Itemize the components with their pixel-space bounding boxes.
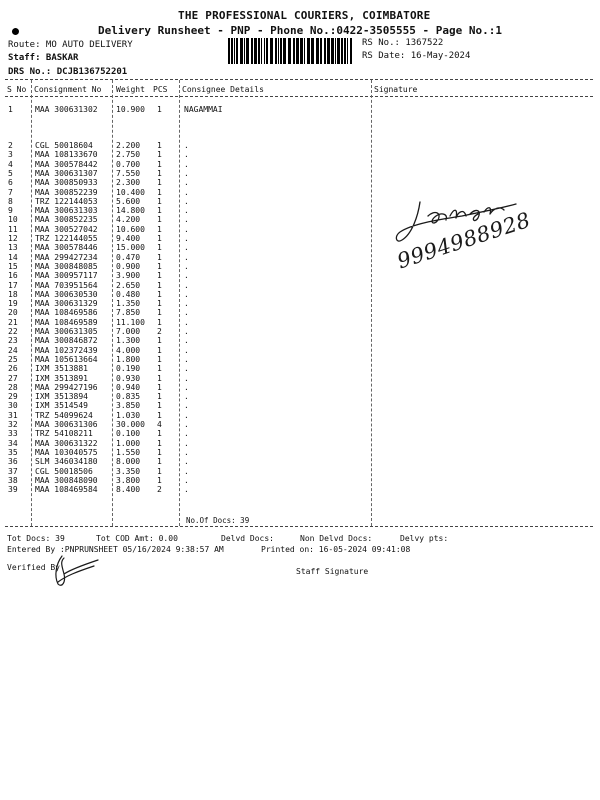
entered-by: Entered By :PNPRUNSHEET 05/16/2024 9:38:57 AM <box>7 545 224 554</box>
row-pcs: 1 <box>157 354 162 364</box>
row-sno: 22 <box>8 327 18 336</box>
row-weight: 10.400 <box>116 187 145 197</box>
row-consignment: MAA 103040575 <box>35 447 98 457</box>
row-consignee: . <box>184 410 189 420</box>
row-weight: 2.650 <box>116 280 141 290</box>
row-weight: 0.100 <box>116 429 141 439</box>
row-weight: 9.400 <box>116 234 141 243</box>
row-consignee: . <box>184 382 189 392</box>
row-pcs: 4 <box>157 420 162 429</box>
row-consignee: . <box>184 336 189 346</box>
row-pcs: 1 <box>157 299 162 309</box>
row-sno: 34 <box>8 438 18 448</box>
row-pcs: 1 <box>157 289 162 299</box>
row-consignment: MAA 300578446 <box>35 243 98 253</box>
row-weight: 11.100 <box>116 317 145 327</box>
row-sno: 3 <box>8 150 13 160</box>
row-pcs: 1 <box>157 364 162 374</box>
row-pcs: 1 <box>157 317 162 327</box>
non-delvd-docs: Non Delvd Docs: <box>300 534 373 543</box>
row-pcs: 1 <box>157 447 162 457</box>
row-consignee: . <box>184 141 189 150</box>
row-consignee: . <box>184 299 189 309</box>
row-sno: 38 <box>8 475 18 485</box>
row-weight: 10.900 <box>116 105 145 114</box>
row-consignee: . <box>184 178 189 188</box>
route-label: Route: MO AUTO DELIVERY <box>8 40 133 50</box>
row-weight: 3.900 <box>116 271 141 281</box>
row-weight: 3.350 <box>116 466 141 476</box>
row-pcs: 1 <box>157 159 162 169</box>
row-consignment: MAA 300957117 <box>35 271 98 281</box>
col-header-signature: Signature <box>374 85 418 94</box>
row-consignee: NAGAMMAI <box>184 105 223 114</box>
runsheet-subtitle: Delivery Runsheet - PNP - Phone No.:0422-3505555 - Page No.:1 <box>98 24 502 37</box>
row-weight: 2.200 <box>116 141 141 150</box>
row-pcs: 1 <box>157 187 162 197</box>
row-consignment: MAA 300852235 <box>35 215 98 225</box>
row-consignment: MAA 300631329 <box>35 299 98 309</box>
row-consignment: MAA 108469586 <box>35 308 98 318</box>
row-consignment: MAA 300631303 <box>35 206 98 216</box>
row-consignee: . <box>184 150 189 160</box>
row-consignment: MAA 300527042 <box>35 224 98 234</box>
row-pcs: 1 <box>157 308 162 318</box>
row-sno: 31 <box>8 410 18 420</box>
row-sno: 20 <box>8 308 18 318</box>
row-pcs: 1 <box>157 206 162 216</box>
row-consignment: MAA 300578442 <box>35 159 98 169</box>
row-consignee: . <box>184 373 189 383</box>
row-weight: 4.200 <box>116 215 141 225</box>
row-consignee: . <box>184 429 189 439</box>
row-weight: 1.300 <box>116 336 141 346</box>
row-sno: 32 <box>8 420 18 429</box>
rs-number: RS No.: 1367522 <box>362 38 444 48</box>
row-sno: 18 <box>8 289 18 299</box>
row-consignee: . <box>184 261 189 271</box>
staff-signature-label: Staff Signature <box>296 567 369 576</box>
row-weight: 7.550 <box>116 168 141 178</box>
row-weight: 0.470 <box>116 252 141 262</box>
row-sno: 9 <box>8 206 13 216</box>
row-consignment: MAA 300846872 <box>35 336 98 346</box>
row-consignment: SLM 346034180 <box>35 457 98 467</box>
row-pcs: 1 <box>157 429 162 439</box>
row-pcs: 1 <box>157 243 162 253</box>
row-consignee: . <box>184 327 189 336</box>
row-consignee: . <box>184 485 189 495</box>
row-pcs: 1 <box>157 178 162 188</box>
row-pcs: 1 <box>157 466 162 476</box>
row-consignee: . <box>184 457 189 467</box>
row-pcs: 1 <box>157 373 162 383</box>
row-consignment: MAA 300848085 <box>35 261 98 271</box>
barcode-image <box>228 38 354 64</box>
row-consignee: . <box>184 354 189 364</box>
table-row <box>0 105 600 115</box>
row-pcs: 2 <box>157 327 162 336</box>
row-sno: 23 <box>8 336 18 346</box>
row-consignment: MAA 108469584 <box>35 485 98 495</box>
row-consignee: . <box>184 168 189 178</box>
row-pcs: 1 <box>157 168 162 178</box>
table-row <box>0 485 600 495</box>
row-weight: 0.480 <box>116 289 141 299</box>
row-consignee: . <box>184 187 189 197</box>
row-consignee: . <box>184 392 189 402</box>
row-pcs: 1 <box>157 438 162 448</box>
row-consignment: MAA 300631322 <box>35 438 98 448</box>
row-sno: 37 <box>8 466 18 476</box>
row-weight: 30.000 <box>116 420 145 429</box>
row-consignee: . <box>184 243 189 253</box>
row-consignment: MAA 300852239 <box>35 187 98 197</box>
row-weight: 1.000 <box>116 438 141 448</box>
row-consignee: . <box>184 438 189 448</box>
row-sno: 39 <box>8 485 18 495</box>
row-pcs: 2 <box>157 485 162 495</box>
row-pcs: 1 <box>157 196 162 206</box>
row-sno: 4 <box>8 159 13 169</box>
row-weight: 8.400 <box>116 485 141 495</box>
row-consignment: MAA 300631305 <box>35 327 98 336</box>
row-consignment: IXM 3513894 <box>35 392 88 402</box>
row-consignment: TRZ 122144053 <box>35 196 98 206</box>
row-consignee: . <box>184 215 189 225</box>
row-sno: 10 <box>8 215 18 225</box>
row-weight: 0.930 <box>116 373 141 383</box>
col-header-sno: S No <box>7 85 27 94</box>
row-sno: 8 <box>8 196 13 206</box>
divider-header <box>5 96 593 97</box>
row-weight: 1.030 <box>116 410 141 420</box>
rs-date: RS Date: 16-May-2024 <box>362 51 471 61</box>
row-pcs: 1 <box>157 224 162 234</box>
row-weight: 2.750 <box>116 150 141 160</box>
row-consignee: . <box>184 308 189 318</box>
row-consignment: CGL 50018604 <box>35 141 93 150</box>
row-weight: 3.850 <box>116 401 141 411</box>
row-sno: 2 <box>8 141 13 150</box>
row-sno: 15 <box>8 261 18 271</box>
row-sno: 13 <box>8 243 18 253</box>
row-consignment: MAA 703951564 <box>35 280 98 290</box>
row-pcs: 1 <box>157 105 162 114</box>
row-pcs: 1 <box>157 215 162 225</box>
row-pcs: 1 <box>157 234 162 243</box>
row-weight: 0.940 <box>116 382 141 392</box>
col-header-consignee: Consignee Details <box>182 85 264 94</box>
printed-on: Printed on: 16-05-2024 09:41:08 <box>261 545 411 554</box>
row-consignment: MAA 108469589 <box>35 317 98 327</box>
row-consignment: MAA 102372439 <box>35 345 98 355</box>
row-weight: 2.300 <box>116 178 141 188</box>
row-pcs: 1 <box>157 457 162 467</box>
row-consignee: . <box>184 224 189 234</box>
row-sno: 17 <box>8 280 18 290</box>
row-sno: 21 <box>8 317 18 327</box>
row-weight: 0.190 <box>116 364 141 374</box>
delvy-pts: Delvy pts: <box>400 534 449 543</box>
tot-docs: Tot Docs: 39 <box>7 534 65 543</box>
row-consignment: TRZ 122144055 <box>35 234 98 243</box>
row-sno: 33 <box>8 429 18 439</box>
row-consignee: . <box>184 401 189 411</box>
row-consignment: MAA 108133670 <box>35 150 98 160</box>
row-weight: 0.835 <box>116 392 141 402</box>
handwritten-phone: 9994988928 <box>394 207 534 274</box>
row-consignment: IXM 3513881 <box>35 364 88 374</box>
row-sno: 11 <box>8 224 18 234</box>
row-sno: 25 <box>8 354 18 364</box>
row-weight: 4.000 <box>116 345 141 355</box>
row-consignment: IXM 3514549 <box>35 401 88 411</box>
col-header-weight: Weight <box>116 85 145 94</box>
row-sno: 7 <box>8 187 13 197</box>
row-sno: 35 <box>8 447 18 457</box>
row-sno: 30 <box>8 401 18 411</box>
row-consignment: MAA 300631306 <box>35 420 98 429</box>
row-pcs: 1 <box>157 336 162 346</box>
row-pcs: 1 <box>157 271 162 281</box>
row-consignee: . <box>184 234 189 243</box>
divider-bottom <box>5 526 593 527</box>
col-header-pcs: PCS <box>153 85 168 94</box>
row-sno: 12 <box>8 234 18 243</box>
row-weight: 0.900 <box>116 261 141 271</box>
row-sno: 24 <box>8 345 18 355</box>
row-consignment: MAA 299427234 <box>35 252 98 262</box>
row-consignee: . <box>184 206 189 216</box>
row-consignee: . <box>184 345 189 355</box>
drs-number: DRS No.: DCJB136752201 <box>8 67 128 77</box>
row-consignment: MAA 300631307 <box>35 168 98 178</box>
row-weight: 0.700 <box>116 159 141 169</box>
row-consignment: TRZ 54108211 <box>35 429 93 439</box>
row-pcs: 1 <box>157 280 162 290</box>
row-weight: 1.550 <box>116 447 141 457</box>
row-pcs: 1 <box>157 345 162 355</box>
divider-top <box>5 79 593 80</box>
row-consignee: . <box>184 280 189 290</box>
row-weight: 15.000 <box>116 243 145 253</box>
row-consignee: . <box>184 289 189 299</box>
row-pcs: 1 <box>157 382 162 392</box>
row-consignment: MAA 300850933 <box>35 178 98 188</box>
row-consignee: . <box>184 317 189 327</box>
row-pcs: 1 <box>157 475 162 485</box>
row-weight: 1.350 <box>116 299 141 309</box>
tot-cod-amt: Tot COD Amt: 0.00 <box>96 534 178 543</box>
row-consignee: . <box>184 466 189 476</box>
row-sno: 28 <box>8 382 18 392</box>
col-header-consignment: Consignment No <box>34 85 102 94</box>
row-weight: 10.600 <box>116 224 145 234</box>
row-sno: 5 <box>8 168 13 178</box>
row-consignment: MAA 300848090 <box>35 475 98 485</box>
row-weight: 7.850 <box>116 308 141 318</box>
row-sno: 14 <box>8 252 18 262</box>
row-pcs: 1 <box>157 410 162 420</box>
staff-label: Staff: BASKAR <box>8 53 79 63</box>
row-sno: 19 <box>8 299 18 309</box>
row-consignee: . <box>184 196 189 206</box>
row-pcs: 1 <box>157 141 162 150</box>
row-consignee: . <box>184 364 189 374</box>
row-consignee: . <box>184 447 189 457</box>
verified-by-label: Verified By <box>7 563 60 572</box>
row-consignment: MAA 105613664 <box>35 354 98 364</box>
row-pcs: 1 <box>157 261 162 271</box>
no-of-docs: No.Of Docs: 39 <box>186 516 250 525</box>
row-consignment: MAA 299427196 <box>35 382 98 392</box>
row-weight: 5.600 <box>116 196 141 206</box>
row-sno: 16 <box>8 271 18 281</box>
row-weight: 7.000 <box>116 327 141 336</box>
row-weight: 14.800 <box>116 206 145 216</box>
row-sno: 1 <box>8 105 13 114</box>
row-pcs: 1 <box>157 150 162 160</box>
row-pcs: 1 <box>157 401 162 411</box>
row-pcs: 1 <box>157 392 162 402</box>
row-sno: 6 <box>8 178 13 188</box>
row-sno: 26 <box>8 364 18 374</box>
row-sno: 27 <box>8 373 18 383</box>
row-consignee: . <box>184 271 189 281</box>
row-consignee: . <box>184 420 189 429</box>
row-weight: 3.800 <box>116 475 141 485</box>
row-pcs: 1 <box>157 252 162 262</box>
row-consignment: TRZ 54099624 <box>35 410 93 420</box>
row-consignee: . <box>184 159 189 169</box>
row-consignment: CGL 50018506 <box>35 466 93 476</box>
row-weight: 1.800 <box>116 354 141 364</box>
delvd-docs: Delvd Docs: <box>221 534 274 543</box>
row-sno: 36 <box>8 457 18 467</box>
company-title: THE PROFESSIONAL COURIERS, COIMBATORE <box>178 9 431 22</box>
bullet-mark <box>11 27 20 36</box>
row-weight: 8.000 <box>116 457 141 467</box>
row-consignment: IXM 3513891 <box>35 373 88 383</box>
row-sno: 29 <box>8 392 18 402</box>
row-consignment: MAA 300631302 <box>35 105 98 114</box>
row-consignee: . <box>184 252 189 262</box>
row-consignee: . <box>184 475 189 485</box>
row-consignment: MAA 300630530 <box>35 289 98 299</box>
verified-signature <box>50 552 102 590</box>
